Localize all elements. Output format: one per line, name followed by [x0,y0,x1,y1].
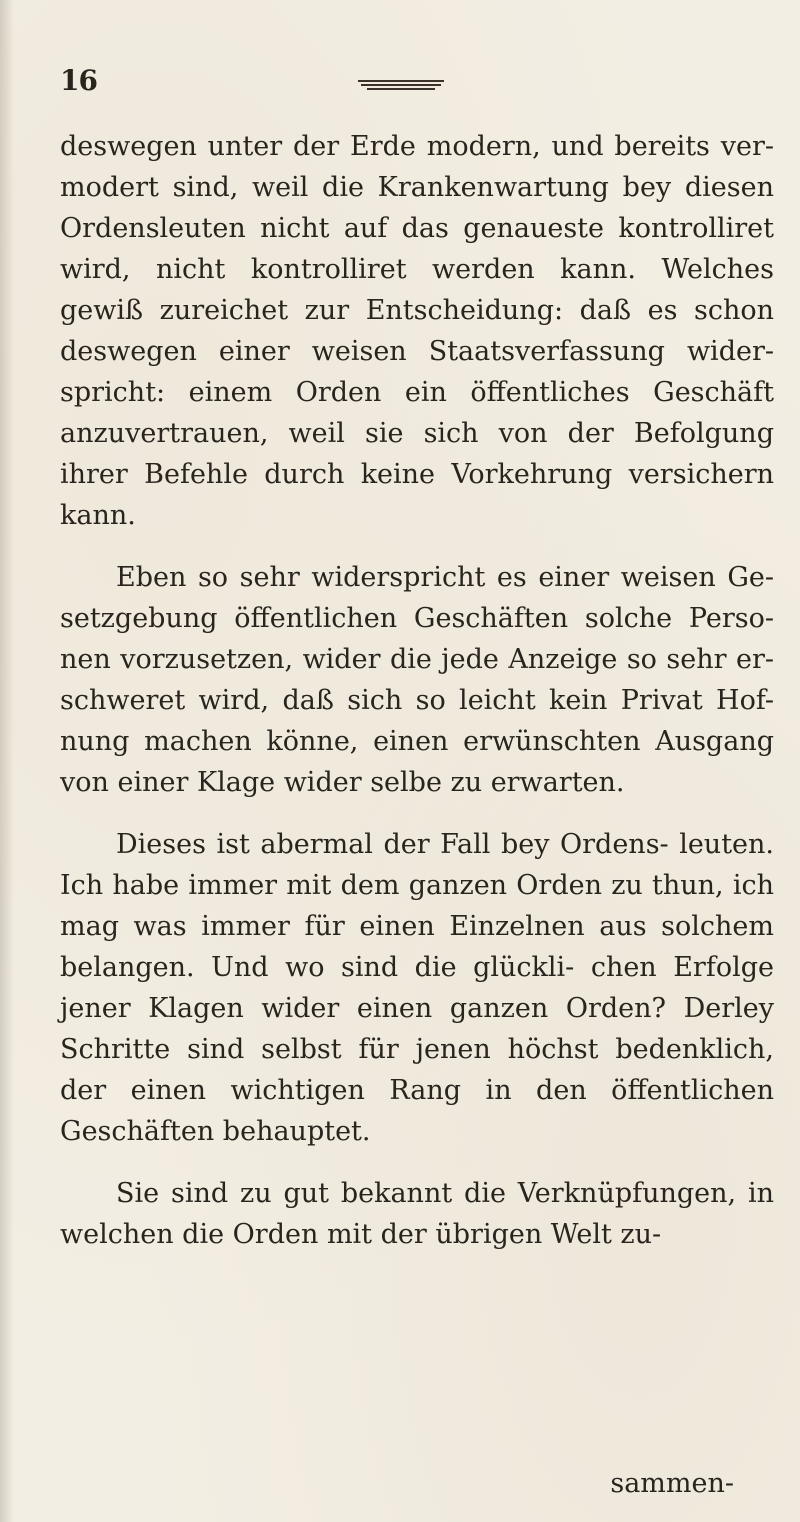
header-ornament [358,80,444,92]
paragraph-3: Dieses ist abermal der Fall bey Ordens- leuten. Ich habe immer mit dem ganzen Orden zu thun, ich mag was immer für einen Einzelnen aus solchem belangen. Und wo sind die glückli- chen Erfolge jener Klagen wider einen ganzen Orden? Derley Schritte sind selbst für jenen höchst bedenklich, der einen wichtigen Rang in den öffentlichen Geschäften behauptet. [60,829,774,1147]
paragraph-1: deswegen unter der Erde modern, und bereits ver- modert sind, weil die Krankenwartung bey diesen Ordensleuten nicht auf das genaueste kontrolliret wird, nicht kontrolliret werden kann. Welches gewiß zureichet zur Entscheidung: daß es schon deswegen einer weisen Staatsverfassung wider- spricht: einem Orden ein öffentliches Geschäft anzuvertrauen, weil sie sich von der Befolgung ihrer Befehle durch keine Vorkehrung versichern kann. [60,131,774,531]
page-gutter-shadow [0,0,14,1522]
page-number: 16 [60,64,97,97]
catchword: sammen- [610,1468,734,1499]
paragraph-2: Eben so sehr widerspricht es einer weisen Ge- setzgebung öffentlichen Geschäften solche Perso- nen vorzusetzen, wider die jede Anzeige so sehr er- schweret wird, daß sich so leicht kein Privat Hof- nung machen könne, einen erwünschten Ausgang von einer Klage wider selbe zu erwarten. [60,562,774,798]
paragraph-4: Sie sind zu gut bekannt die Verknüpfungen, in welchen die Orden mit der übrigen Welt zu- [60,1178,774,1250]
body-text [60,126,774,1255]
